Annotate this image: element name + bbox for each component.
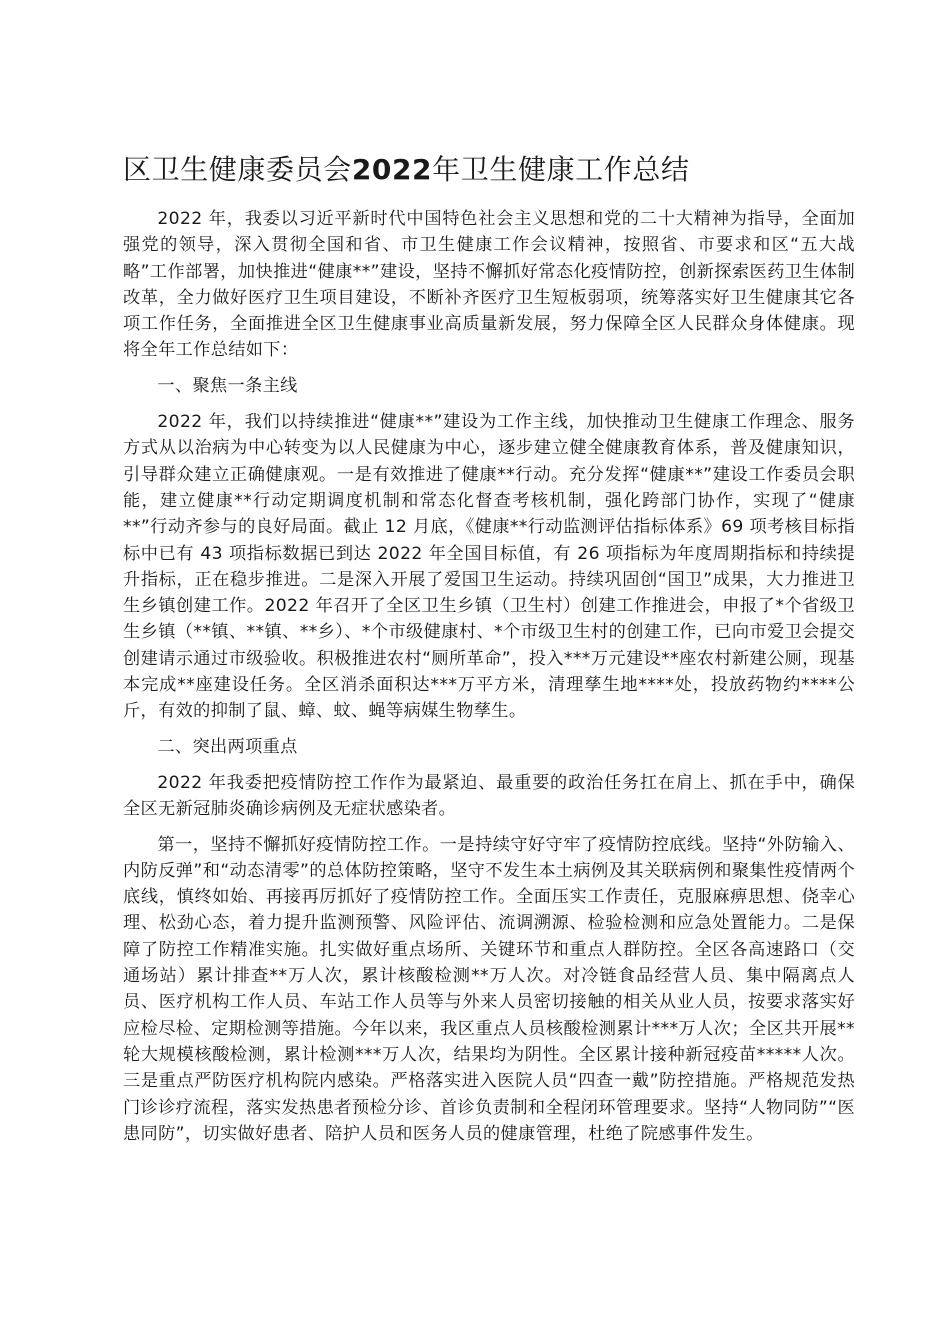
section-heading-1: 一、聚焦一条主线 <box>157 375 298 396</box>
section-1-paragraph: 2022 年，我们以持续推进“健康**”建设为工作主线，加快推动卫生健康工作理念、服务方式从以治病为中心转变为以人民健康为中心，逐步建立健全健康教育体系，普及健康知识，引导群众建立正确健康观。一是有效推进了健康**行动。充分发挥“健康**”建设工作委员会职能，建立健康**行动定期调度机制和常态化督查考核机制，强化跨部门协作，实现了“健康**”行动齐参与的良好局面。截止 12 月底，《健康**行动监测评估指标体系》69 项考核目标指标中已有 43 项指标数据已到达 2022 年全国目标值，有 26 项指标为年度周期指标和持续提升指标，正在稳步推进。二是深入开展了爱国卫生运动。持续巩固创“国卫”成果，大力推进卫生乡镇创建工作。2022 年召开了全区卫生乡镇（卫生村）创建工作推进会，申报了*个省级卫生乡镇（**镇、**镇、**乡）、*个市级健康村、*个市级卫生村的创建工作，已向市爱卫会提交创建请示通过市级验收。积极推进农村“厕所革命”，投入***万元建设**座农村新建公厕，现基本完成**座建设任务。全区消杀面积达***万平方米，清理孳生地****处，投放药物约****公斤，有效的抑制了鼠、蟑、蚊、蝇等病媒生物孳生。 <box>123 412 855 722</box>
section-2-first-point-paragraph: 第一，坚持不懈抓好疫情防控工作。一是持续守好守牢了疫情防控底线。坚持“外防输入、内防反弹”和“动态清零”的总体防控策略，坚守不发生本土病例及其关联病例和聚集性疫情两个底线，慎终如始、再接再厉抓好了疫情防控工作。全面压实工作责任，克服麻痹思想、侥幸心理、松劲心态，着力提升监测预警、风险评估、流调溯源、检验检测和应急处置能力。二是保障了防控工作精准实施。扎实做好重点场所、关键环节和重点人群防控。全区各高速路口（交通场站）累计排查**万人次，累计核酸检测**万人次。对冷链食品经营人员、集中隔离点人员、医疗机构工作人员、车站工作人员等与外来人员密切接触的相关从业人员，按要求落实好应检尽检、定期检测等措施。今年以来，我区重点人员核酸检测累计***万人次；全区共开展**轮大规模核酸检测，累计检测***万人次，结果均为阴性。全区累计接种新冠疫苗*****人次。三是重点严防医疗机构院内感染。严格落实进入医院人员“四查一戴”防控措施。严格规范发热门诊诊疗流程，落实发热患者预检分诊、首诊负责制和全程闭环管理要求。坚持“人物同防”“医患同防”，切实做好患者、陪护人员和医务人员的健康管理，杜绝了院感事件发生。 <box>123 834 855 1144</box>
section-2-intro-paragraph: 2022 年我委把疫情防控工作作为最紧迫、最重要的政治任务扛在肩上、抓在手中，确保全区无新冠肺炎确诊病例及无症状感染者。 <box>123 772 855 820</box>
title-suffix: 年卫生健康工作总结 <box>432 153 690 186</box>
intro-paragraph: 2022 年，我委以习近平新时代中国特色社会主义思想和党的二十大精神为指导，全面加强党的领导，深入贯彻全国和省、市卫生健康工作会议精神，按照省、市要求和区“五大战略”工作部署，加快推进“健康**”建设，坚持不懈抓好常态化疫情防控，创新探索医药卫生体制改革，全力做好医疗卫生项目建设，不断补齐医疗卫生短板弱项，统筹落实好卫生健康其它各项工作任务，全面推进全区卫生健康事业高质量新发展，努力保障全区人民群众身体健康。现将全年工作总结如下： <box>123 209 855 361</box>
document-title <box>123 150 843 190</box>
title-year: 2022 <box>351 153 433 186</box>
section-heading-2: 二、突出两项重点 <box>157 736 298 757</box>
document-body <box>123 206 855 1156</box>
title-prefix: 区卫生健康委员会 <box>123 153 352 186</box>
